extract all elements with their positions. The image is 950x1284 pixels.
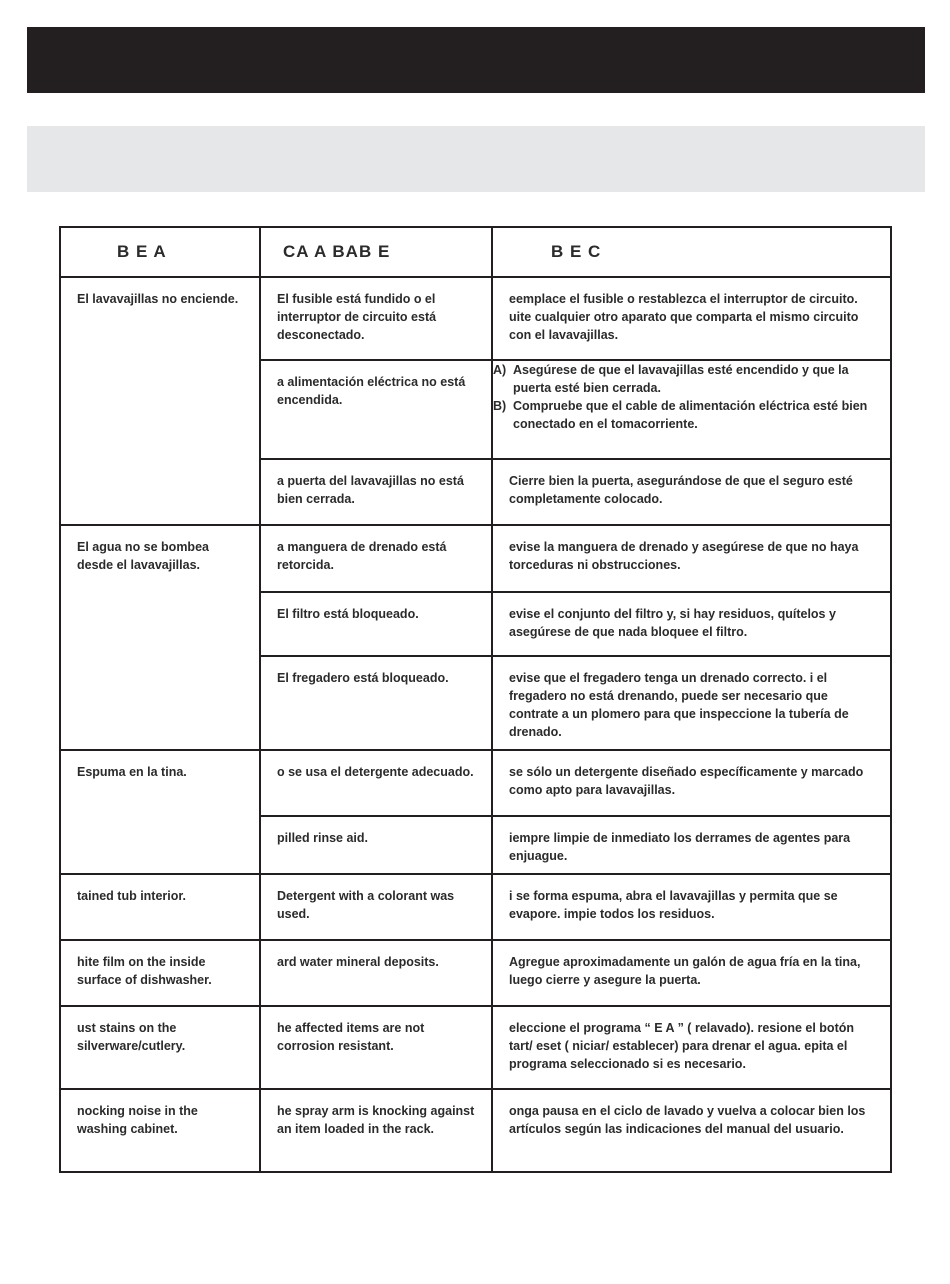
solution-text: iempre limpie de inmediato los derrames de agentes para enjuague. [509, 831, 851, 863]
solution-cell [492, 1089, 891, 1172]
cause-text: a manguera de drenado está retorcida. [277, 540, 447, 572]
cause-text: o se usa el detergente adecuado. [277, 765, 474, 779]
troubleshooting-table [59, 226, 892, 1173]
solution-cell [492, 360, 891, 459]
header-problem: B E A [60, 227, 260, 277]
header-solution: B E C [492, 227, 891, 277]
list-marker: A) [493, 363, 507, 377]
solution-cell [492, 525, 891, 592]
solution-text: se sólo un detergente diseñado específicamente y marcado como apto para lavavajillas. [509, 765, 864, 797]
solution-cell [492, 459, 891, 525]
cause-text: he affected items are not corrosion resistant. [277, 1021, 425, 1053]
solution-cell [492, 656, 891, 750]
table-row [60, 874, 891, 940]
solution-text: Cierre bien la puerta, asegurándose de que el seguro esté completamente colocado. [509, 474, 853, 506]
table-row [60, 1006, 891, 1089]
cause-text: a alimentación eléctrica no está encendida. [277, 375, 466, 407]
solution-list-item [493, 361, 890, 397]
solution-text: evise la manguera de drenado y asegúrese de que no haya torceduras ni obstrucciones. [509, 540, 859, 572]
solution-text: eemplace el fusible o restablezca el interruptor de circuito. uite cualquier otro aparato que comparta el mismo circuito con el lavavajillas. [509, 292, 859, 342]
cause-cell [260, 874, 492, 940]
problem-text: El lavavajillas no enciende. [77, 292, 239, 306]
problem-cell [60, 1006, 260, 1089]
list-item-text: Asegúrese de que el lavavajillas esté encendido y que la puerta esté bien cerrada. [513, 363, 849, 395]
solution-text: Agregue aproximadamente un galón de agua fría en la tina, luego cierre y asegure la puerta. [509, 955, 861, 987]
solution-cell [492, 592, 891, 656]
cause-text: ard water mineral deposits. [277, 955, 439, 969]
cause-text: a puerta del lavavajillas no está bien cerrada. [277, 474, 464, 506]
list-item-text: Compruebe que el cable de alimentación eléctrica esté bien conectado en el tomacorriente. [513, 399, 868, 431]
problem-text: hite film on the inside surface of dishwasher. [77, 955, 212, 987]
cause-text: El filtro está bloqueado. [277, 607, 419, 621]
table-row [60, 525, 891, 592]
problem-cell [60, 874, 260, 940]
subheader-bar [27, 126, 925, 192]
table-row [60, 277, 891, 360]
cause-cell [260, 277, 492, 360]
cause-cell [260, 940, 492, 1006]
solution-cell [492, 750, 891, 816]
cause-text: he spray arm is knocking against an item loaded in the rack. [277, 1104, 475, 1136]
problem-cell [60, 277, 260, 525]
cause-text: El fregadero está bloqueado. [277, 671, 449, 685]
problem-text: Espuma en la tina. [77, 765, 187, 779]
cause-cell [260, 592, 492, 656]
problem-cell [60, 1089, 260, 1172]
header-bar [27, 27, 925, 93]
table-header-row [60, 227, 891, 277]
problem-cell [60, 750, 260, 874]
cause-cell [260, 360, 492, 459]
solution-text: evise que el fregadero tenga un drenado correcto. i el fregadero no está drenando, puede ser necesario que contrate a un plomero para que inspeccione la tubería de drenado. [509, 671, 849, 739]
cause-cell [260, 1006, 492, 1089]
cause-cell [260, 525, 492, 592]
cause-cell [260, 1089, 492, 1172]
cause-text: Detergent with a colorant was used. [277, 889, 455, 921]
cause-text: pilled rinse aid. [277, 831, 368, 845]
list-marker: B) [493, 399, 507, 413]
cause-cell [260, 459, 492, 525]
solution-cell [492, 816, 891, 874]
solution-list-item [493, 397, 890, 433]
cause-cell [260, 750, 492, 816]
solution-text: eleccione el programa “ E A ” ( relavado). resione el botón tart/ eset ( niciar/ establecer) para drenar el agua. epita el programa seleccionado si es necesario. [509, 1021, 855, 1071]
solution-cell [492, 874, 891, 940]
table-row [60, 750, 891, 816]
solution-list [493, 361, 890, 433]
problem-text: nocking noise in the washing cabinet. [77, 1104, 198, 1136]
cause-text: El fusible está fundido o el interruptor de circuito está desconectado. [277, 292, 437, 342]
problem-cell [60, 940, 260, 1006]
problem-text: ust stains on the silverware/cutlery. [77, 1021, 186, 1053]
problem-text: El agua no se bombea desde el lavavajillas. [77, 540, 209, 572]
solution-cell [492, 277, 891, 360]
solution-text: evise el conjunto del filtro y, si hay residuos, quítelos y asegúrese de que nada bloquee el filtro. [509, 607, 836, 639]
table-row [60, 1089, 891, 1172]
problem-text: tained tub interior. [77, 889, 187, 903]
problem-cell [60, 525, 260, 750]
solution-cell [492, 940, 891, 1006]
table-row [60, 940, 891, 1006]
solution-cell [492, 1006, 891, 1089]
header-cause: CA A BAB E [260, 227, 492, 277]
solution-text: i se forma espuma, abra el lavavajillas y permita que se evapore. impie todos los residuos. [509, 889, 838, 921]
solution-text: onga pausa en el ciclo de lavado y vuelva a colocar bien los artículos según las indicaciones del manual del usuario. [509, 1104, 866, 1136]
cause-cell [260, 816, 492, 874]
cause-cell [260, 656, 492, 750]
